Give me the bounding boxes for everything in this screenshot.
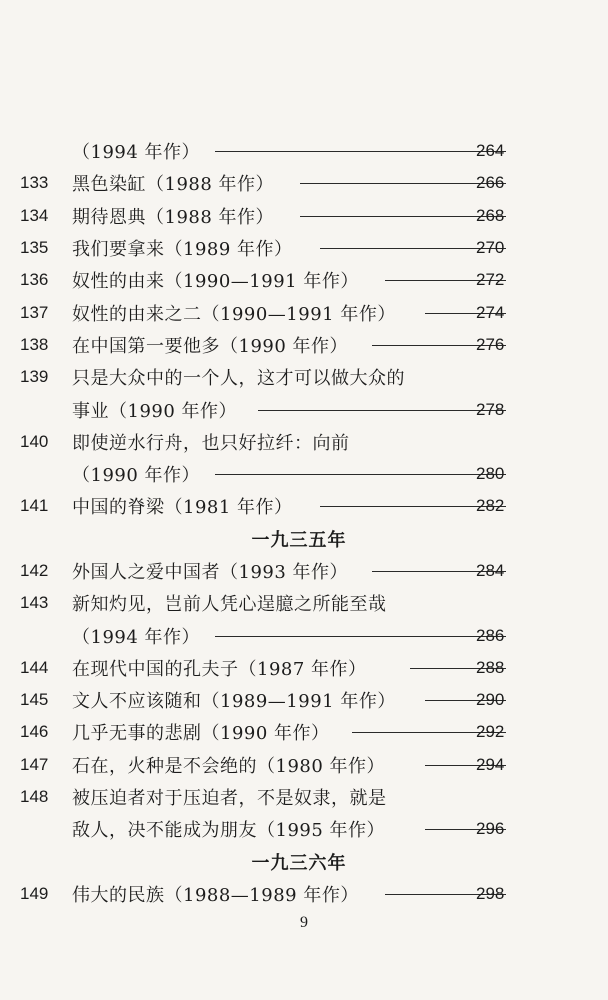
entry-page-number: 268 (476, 205, 505, 225)
entry-title: 奴性的由来（1990—1991 年作） (72, 271, 359, 293)
toc-entry (0, 781, 608, 813)
dot-leader (258, 410, 506, 411)
entry-number: 149 (20, 883, 49, 903)
toc-entry (0, 232, 608, 264)
toc-entry (0, 393, 608, 425)
entry-title: 新知灼见，岂前人凭心逞臆之所能至哉 (72, 594, 387, 616)
entry-number: 143 (20, 593, 49, 613)
entry-page-number: 292 (476, 722, 505, 742)
entry-title: 伟大的民族（1988—1989 年作） (72, 884, 359, 906)
entry-title: 期待恩典（1988 年作） (72, 206, 275, 228)
entry-number: 145 (20, 690, 49, 710)
dot-leader (215, 636, 506, 637)
entry-page-number: 296 (476, 819, 505, 839)
toc-entry (0, 684, 608, 716)
table-of-contents (0, 135, 608, 910)
entry-number: 144 (20, 657, 49, 677)
toc-entry (0, 426, 608, 458)
page-number-footer: 9 (300, 914, 308, 931)
toc-entry (0, 587, 608, 619)
dot-leader (215, 474, 506, 475)
entry-page-number: 270 (476, 238, 505, 258)
toc-entry (0, 716, 608, 748)
toc-entry (0, 619, 608, 651)
entry-number: 133 (20, 173, 49, 193)
entry-title: 黑色染缸（1988 年作） (72, 174, 275, 196)
entry-page-number: 284 (476, 561, 505, 580)
toc-entry (0, 490, 608, 522)
entry-title: 敌人，决不能成为朋友（1995 年作） (72, 820, 386, 842)
entry-page-number: 264 (476, 141, 505, 161)
entry-page-number: 288 (476, 657, 505, 677)
toc-entry (0, 135, 608, 167)
entry-page-number: 278 (476, 399, 505, 419)
entry-number: 135 (20, 238, 49, 258)
entry-page-number: 280 (476, 464, 505, 484)
entry-title: 几乎无事的悲剧（1990 年作） (72, 723, 330, 745)
entry-title: 即使逆水行舟，也只好拉纤：向前 (72, 432, 350, 454)
entry-title: 我们要拿来（1989 年作） (72, 239, 293, 261)
entry-number: 140 (20, 431, 49, 451)
entry-number: 136 (20, 270, 49, 290)
toc-entry (0, 555, 608, 587)
entry-number: 134 (20, 205, 49, 225)
entry-page-number: 276 (476, 334, 505, 354)
entry-page-number: 282 (476, 496, 505, 516)
toc-entry (0, 749, 608, 781)
entry-title: 中国的脊梁（1981 年作） (72, 497, 293, 519)
entry-title: 被压迫者对于压迫者，不是奴隶，就是 (72, 788, 387, 810)
toc-entry (0, 200, 608, 232)
entry-title: 只是大众中的一个人，这才可以做大众的 (72, 368, 405, 390)
entry-title: （1994 年作） (72, 142, 201, 164)
year-heading: 一九三五年 (251, 529, 347, 551)
toc-entry (0, 813, 608, 845)
toc-entry (0, 361, 608, 393)
entry-page-number: 286 (476, 625, 505, 645)
entry-number: 138 (20, 334, 49, 354)
entry-title: 事业（1990 年作） (72, 400, 238, 422)
entry-page-number: 274 (476, 302, 505, 322)
entry-number: 148 (20, 787, 49, 807)
entry-number: 146 (20, 722, 49, 742)
toc-entry (0, 329, 608, 361)
entry-page-number: 294 (476, 754, 505, 774)
entry-number: 137 (20, 302, 49, 322)
toc-entry (0, 167, 608, 199)
toc-entry (0, 652, 608, 684)
toc-entry (0, 296, 608, 328)
entry-title: 文人不应该随和（1989—1991 年作） (72, 691, 396, 713)
year-heading: 一九三六年 (251, 852, 347, 874)
toc-entry (0, 878, 608, 910)
dot-leader (215, 151, 506, 152)
entry-page-number: 298 (476, 883, 505, 903)
entry-title: （1990 年作） (72, 465, 201, 487)
toc-entry (0, 264, 608, 296)
entry-title: 在现代中国的孔夫子（1987 年作） (72, 658, 367, 680)
entry-title: 在中国第一要他多（1990 年作） (72, 335, 349, 357)
entry-number: 142 (20, 561, 49, 580)
entry-title: 奴性的由来之二（1990—1991 年作） (72, 303, 396, 325)
toc-entry (0, 458, 608, 490)
entry-page-number: 290 (476, 690, 505, 710)
entry-page-number: 272 (476, 270, 505, 290)
entry-page-number: 266 (476, 173, 505, 193)
entry-number: 147 (20, 754, 49, 774)
entry-number: 141 (20, 496, 49, 516)
entry-title: 外国人之爱中国者（1993 年作） (72, 562, 349, 583)
entry-title: （1994 年作） (72, 626, 201, 648)
entry-number: 139 (20, 367, 49, 387)
entry-title: 石在，火种是不会绝的（1980 年作） (72, 755, 386, 777)
